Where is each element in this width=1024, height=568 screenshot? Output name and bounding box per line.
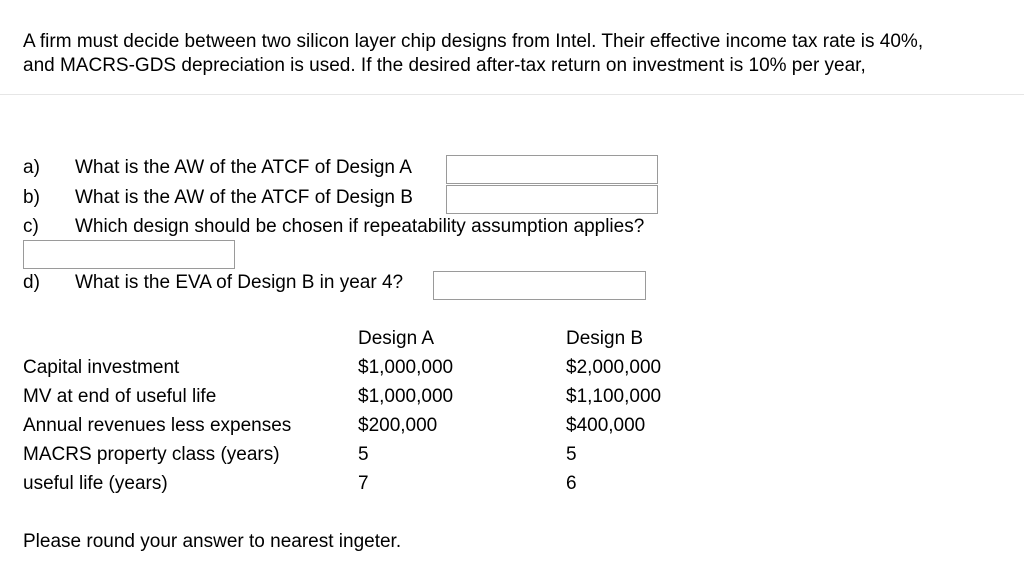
- table-cell-design-b: $400,000: [566, 415, 646, 436]
- answer-a-input[interactable]: [446, 155, 658, 184]
- question-a-text: What is the AW of the ATCF of Design A: [75, 157, 412, 178]
- question-d-letter: d): [23, 272, 40, 293]
- table-row-label: Annual revenues less expenses: [23, 415, 292, 436]
- answer-c-input[interactable]: [23, 240, 235, 269]
- table-row-label: Capital investment: [23, 357, 180, 378]
- question-b-text: What is the AW of the ATCF of Design B: [75, 187, 413, 208]
- question-b-letter: b): [23, 187, 40, 208]
- problem-statement: [23, 30, 1013, 78]
- problem-statement-line-2: and MACRS-GDS depreciation is used. If the desired after-tax return on investment is 10% per year,: [23, 55, 866, 76]
- table-cell-design-b: 5: [566, 444, 577, 465]
- table-header-design-a: Design A: [358, 328, 435, 349]
- table-row-label: MV at end of useful life: [23, 386, 217, 407]
- table-cell-design-b: $1,100,000: [566, 386, 662, 407]
- table-row-label: MACRS property class (years): [23, 444, 280, 465]
- table-cell-design-a: 7: [358, 473, 369, 494]
- section-divider: [0, 94, 1024, 95]
- question-a-letter: a): [23, 157, 40, 178]
- question-d-text: What is the EVA of Design B in year 4?: [75, 272, 404, 293]
- table-cell-design-a: 5: [358, 444, 369, 465]
- table-row-label: useful life (years): [23, 473, 168, 494]
- question-c-letter: c): [23, 216, 39, 237]
- table-cell-design-a: $1,000,000: [358, 357, 454, 378]
- problem-statement-line-1: A firm must decide between two silicon layer chip designs from Intel. Their effective income tax rate is 40%,: [23, 31, 924, 52]
- table-cell-design-a: $1,000,000: [358, 386, 454, 407]
- table-cell-design-a: $200,000: [358, 415, 438, 436]
- table-cell-design-b: $2,000,000: [566, 357, 662, 378]
- question-c-text: Which design should be chosen if repeatability assumption applies?: [75, 216, 645, 237]
- table-cell-design-b: 6: [566, 473, 577, 494]
- table-header-design-b: Design B: [566, 328, 644, 349]
- rounding-instruction: Please round your answer to nearest ingeter.: [23, 531, 402, 552]
- answer-b-input[interactable]: [446, 185, 658, 214]
- answer-d-input[interactable]: [433, 271, 646, 300]
